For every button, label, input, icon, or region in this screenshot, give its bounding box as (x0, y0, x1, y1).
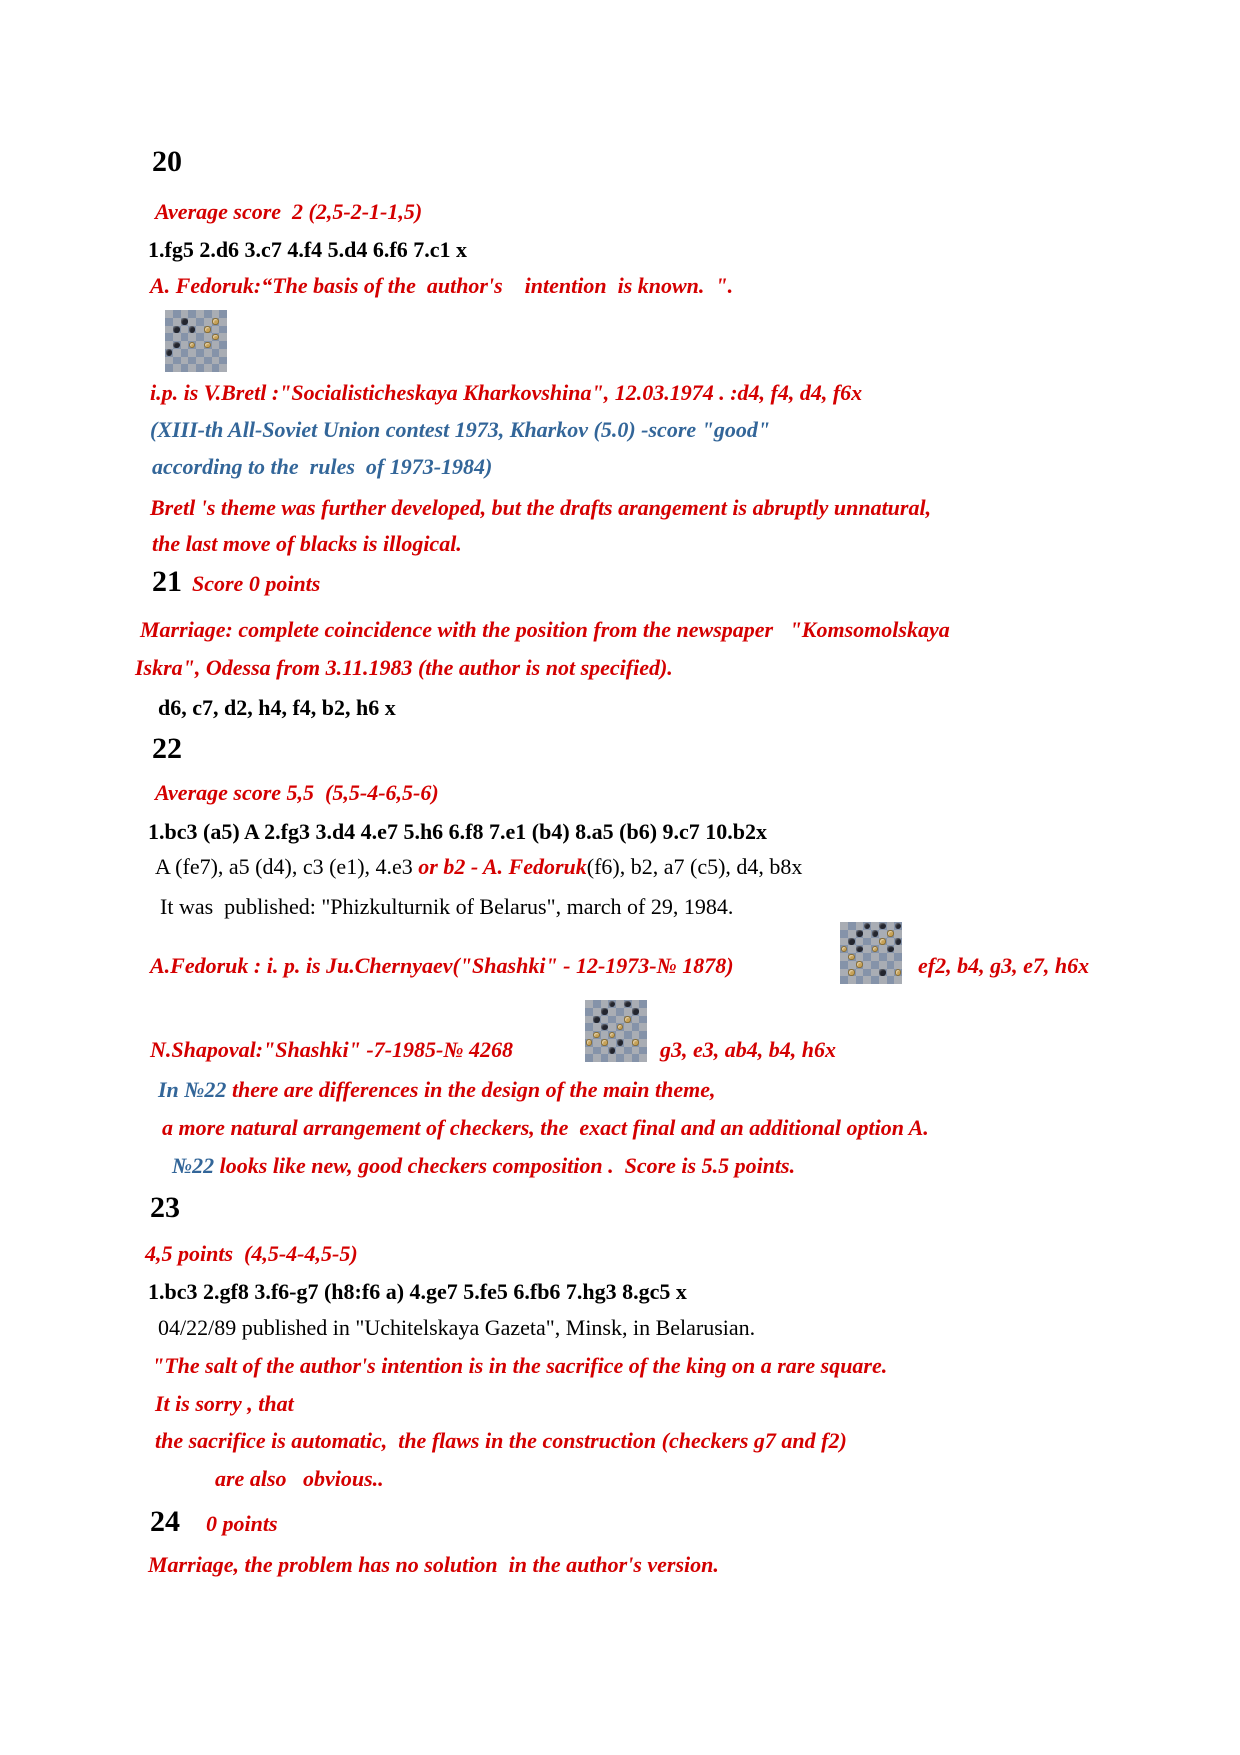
section-20-initial-position: i.p. is V.Bretl :"Socialisticheskaya Kharkovshina", 12.03.1974 . :d4, f4, d4, f6x (150, 380, 863, 405)
section-22-differences (158, 1076, 716, 1104)
section-22-fedoruk-ip: A.Fedoruk : i. p. is Ju.Chernyaev("Shashki" - 12-1973-№ 1878) (150, 953, 734, 978)
section-22-moves: 1.bc3 (a5) A 2.fg3 3.d4 4.e7 5.h6 6.f8 7.e1 (b4) 8.a5 (b6) 9.c7 10.b2x (148, 819, 768, 844)
section-24-marriage: Marriage, the problem has no solution in the author's version. (148, 1552, 719, 1577)
section-22-average-score: Average score 5,5 (5,5-4-6,5-6) (155, 780, 439, 805)
section-23-number: 23 (150, 1191, 180, 1224)
section-22-shapoval: N.Shapoval:"Shashki" -7-1985-№ 4268 (150, 1037, 513, 1062)
checkers-board-3 (585, 1000, 647, 1062)
section-23-moves: 1.bc3 2.gf8 3.f6-g7 (h8:f6 a) 4.ge7 5.fe5 6.fb6 7.hg3 8.gc5 x (148, 1279, 687, 1304)
section-24-header (150, 1506, 278, 1538)
section-24-points: 0 points (206, 1511, 278, 1536)
checkers-board-1 (165, 310, 227, 372)
section-20-theme-line1: Bretl 's theme was further developed, but the drafts arangement is abruptly unnatural, (150, 495, 932, 520)
section-23-points: 4,5 points (4,5-4-4,5-5) (145, 1241, 358, 1266)
conclusion-text-red: looks like new, good checkers composition . Score is 5.5 points. (214, 1153, 796, 1178)
section-21-moves: d6, c7, d2, h4, f4, b2, h6 x (158, 695, 396, 720)
section-21-header (152, 566, 320, 598)
section-20-theme-line2: the last move of blacks is illogical. (152, 531, 462, 556)
section-22-number: 22 (152, 732, 182, 765)
section-23-obvious: are also obvious.. (215, 1466, 384, 1491)
section-20-moves: 1.fg5 2.d6 3.c7 4.f4 5.d4 6.f6 7.c1 x (148, 237, 467, 262)
section-22-arrangement: a more natural arrangement of checkers, the exact final and an additional option A. (162, 1115, 929, 1140)
section-20-contest-line1: (XIII-th All-Soviet Union contest 1973, Kharkov (5.0) -score "good" (150, 417, 771, 442)
section-20-average-score: Average score 2 (2,5-2-1-1,5) (155, 199, 423, 224)
section-23-sorry: It is sorry , that (155, 1391, 294, 1416)
variant-fedoruk-red: or b2 - A. Fedoruk (418, 854, 587, 879)
checkers-board-2 (840, 922, 902, 984)
section-22-shapoval-moves: g3, e3, ab4, b4, h6x (660, 1037, 836, 1062)
section-21-marriage-line2: Iskra", Odessa from 3.11.1983 (the author is not specified). (135, 655, 673, 680)
section-20-fedoruk-comment: A. Fedoruk:“The basis of the author's intention is known. ". (150, 273, 734, 298)
section-22-conclusion (172, 1152, 795, 1180)
section-21-marriage-line1: Marriage: complete coincidence with the position from the newspaper "Komsomolskaya (140, 617, 950, 642)
section-20-number: 20 (152, 145, 182, 178)
section-21-number: 21 (152, 565, 182, 598)
section-22-variant (155, 853, 802, 881)
differences-text-red: there are differences in the design of the main theme, (226, 1077, 716, 1102)
section-20-contest-line2: according to the rules of 1973-1984) (152, 454, 493, 479)
differences-number-blue: In №22 (158, 1077, 227, 1102)
section-24-number: 24 (150, 1505, 180, 1538)
section-22-published: It was published: "Phizkulturnik of Belarus", march of 29, 1984. (160, 894, 734, 919)
variant-text-pre: A (fe7), a5 (d4), c3 (e1), 4.e3 (155, 854, 419, 879)
conclusion-number-blue: №22 (172, 1153, 215, 1178)
section-23-published: 04/22/89 published in "Uchitelskaya Gazeta", Minsk, in Belarusian. (158, 1315, 756, 1340)
section-23-salt: "The salt of the author's intention is in the sacrifice of the king on a rare square. (152, 1353, 888, 1378)
section-23-automatic: the sacrifice is automatic, the flaws in the construction (checkers g7 and f2) (155, 1428, 847, 1453)
section-21-score: Score 0 points (192, 571, 321, 596)
section-22-fedoruk-moves: ef2, b4, g3, e7, h6x (918, 953, 1090, 978)
variant-text-post: (f6), b2, a7 (c5), d4, b8x (586, 854, 803, 879)
